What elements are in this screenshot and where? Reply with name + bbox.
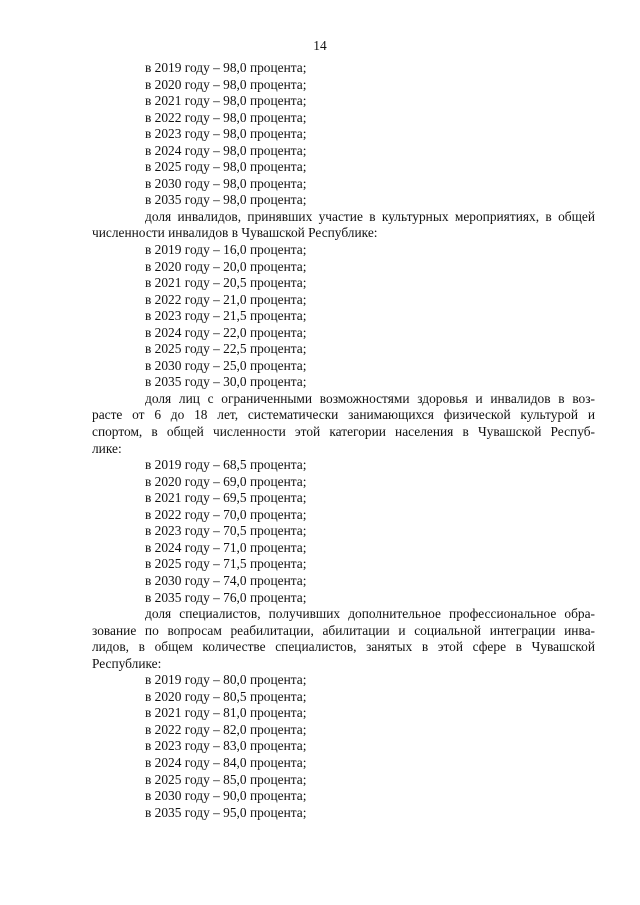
list-item: в 2020 году – 20,0 процента; [145, 258, 307, 274]
list-item: в 2025 году – 71,5 процента; [145, 556, 307, 572]
list-item: в 2023 году – 21,5 процента; [145, 308, 307, 324]
paragraph-line: доля лиц с ограниченными возможностями здоровья и инвалидов в воз- [145, 390, 595, 406]
list-item: в 2019 году – 68,5 процента; [145, 457, 307, 473]
list-item: в 2020 году – 69,0 процента; [145, 473, 307, 489]
document-body [92, 60, 595, 821]
list-item: в 2022 году – 82,0 процента; [145, 721, 307, 737]
section-block [92, 209, 595, 391]
paragraph-line: зование по вопросам реабилитации, абилитации и социальной интеграции инва- [92, 622, 595, 638]
list-item: в 2019 году – 80,0 процента; [145, 672, 307, 688]
paragraph-line: расте от 6 до 18 лет, систематически занимающихся физической культурой и [92, 407, 595, 423]
paragraph-line: лидов, в общем количестве специалистов, занятых в этой сфере в Чувашской [92, 639, 595, 655]
list-item: в 2023 году – 83,0 процента; [145, 738, 307, 754]
list-item: в 2023 году – 98,0 процента; [145, 126, 307, 142]
paragraph-line: доля инвалидов, принявших участие в культурных мероприятиях, в общей [145, 208, 595, 224]
list-item: в 2035 году – 98,0 процента; [145, 192, 307, 208]
list-item: в 2024 году – 71,0 процента; [145, 539, 307, 555]
list-item: в 2030 году – 98,0 процента; [145, 175, 307, 191]
list-item: в 2022 году – 98,0 процента; [145, 109, 307, 125]
list-item: в 2021 году – 20,5 процента; [145, 275, 307, 291]
list-item: в 2020 году – 98,0 процента; [145, 76, 307, 92]
paragraph-line: спортом, в общей численности этой категории населения в Чувашской Респуб- [92, 424, 595, 440]
list-item: в 2021 году – 98,0 процента; [145, 93, 307, 109]
list-item: в 2024 году – 22,0 процента; [145, 324, 307, 340]
list-item: в 2022 году – 70,0 процента; [145, 506, 307, 522]
list-item: в 2035 году – 30,0 процента; [145, 374, 307, 390]
list-item: в 2019 году – 98,0 процента; [145, 60, 307, 75]
list-item: в 2025 году – 22,5 процента; [145, 341, 307, 357]
list-item: в 2025 году – 98,0 процента; [145, 159, 307, 175]
list-item: в 2030 году – 74,0 процента; [145, 572, 307, 588]
paragraph-line: доля специалистов, получивших дополнительное профессиональное обра- [145, 606, 595, 622]
section-block [92, 391, 595, 606]
page-number: 14 [313, 38, 327, 53]
list-item: в 2021 году – 69,5 процента; [145, 490, 307, 506]
section-block [92, 60, 595, 209]
paragraph-line: численности инвалидов в Чувашской Республике: [92, 225, 378, 241]
list-item: в 2022 году – 21,0 процента; [145, 291, 307, 307]
list-item: в 2019 году – 16,0 процента; [145, 242, 307, 258]
list-item: в 2021 году – 81,0 процента; [145, 705, 307, 721]
list-item: в 2024 году – 84,0 процента; [145, 754, 307, 770]
list-item: в 2030 году – 25,0 процента; [145, 357, 307, 373]
list-item: в 2025 году – 85,0 процента; [145, 771, 307, 787]
paragraph-line: лике: [92, 440, 122, 456]
list-item: в 2035 году – 95,0 процента; [145, 804, 307, 820]
list-item: в 2020 году – 80,5 процента; [145, 688, 307, 704]
paragraph-line: Республике: [92, 655, 162, 671]
list-item: в 2030 году – 90,0 процента; [145, 788, 307, 804]
list-item: в 2024 году – 98,0 процента; [145, 142, 307, 158]
section-block [92, 606, 595, 821]
list-item: в 2023 году – 70,5 процента; [145, 523, 307, 539]
list-item: в 2035 году – 76,0 процента; [145, 589, 307, 605]
